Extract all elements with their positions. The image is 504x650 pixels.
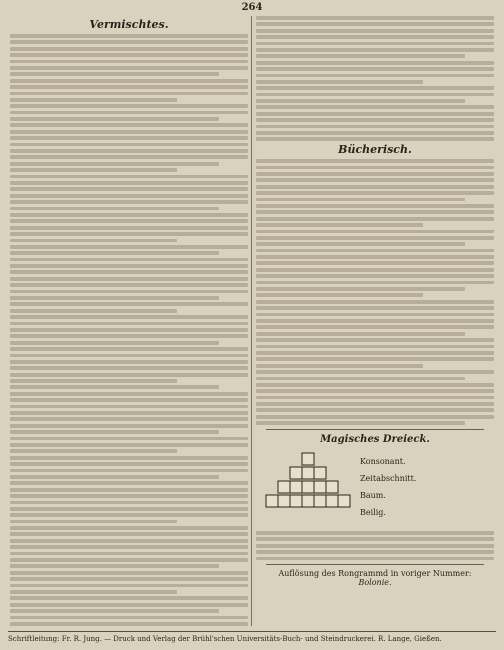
text-line bbox=[256, 383, 494, 387]
text-line bbox=[10, 494, 248, 498]
text-line bbox=[256, 415, 494, 419]
text-line bbox=[10, 213, 248, 217]
text-line bbox=[256, 223, 423, 227]
grid-cell bbox=[326, 481, 338, 493]
text-line bbox=[10, 373, 248, 377]
solution-title: Auflösung des Rongrammd in voriger Nummer: bbox=[278, 569, 472, 579]
body-text-right-bottom bbox=[256, 531, 494, 560]
grid-cell bbox=[266, 495, 278, 507]
text-line bbox=[256, 287, 465, 291]
text-line bbox=[256, 402, 494, 406]
text-line bbox=[10, 449, 177, 453]
text-line bbox=[10, 245, 248, 249]
text-line bbox=[10, 72, 219, 76]
text-line bbox=[10, 296, 219, 300]
text-line bbox=[10, 136, 248, 140]
text-line bbox=[10, 322, 248, 326]
text-line bbox=[256, 159, 494, 163]
text-line bbox=[256, 281, 494, 285]
text-line bbox=[10, 603, 248, 607]
text-line bbox=[10, 123, 248, 127]
text-line bbox=[10, 290, 248, 294]
text-line bbox=[10, 98, 177, 102]
grid-cell bbox=[278, 481, 290, 493]
text-line bbox=[256, 191, 494, 195]
text-line bbox=[256, 172, 494, 176]
grid-cell bbox=[290, 481, 302, 493]
text-line bbox=[10, 187, 248, 191]
text-line bbox=[256, 204, 494, 208]
text-line bbox=[256, 61, 494, 65]
text-line bbox=[256, 22, 494, 26]
text-line bbox=[10, 194, 248, 198]
text-line bbox=[10, 66, 248, 70]
text-line bbox=[10, 79, 248, 83]
text-line bbox=[256, 300, 494, 304]
text-line bbox=[10, 392, 248, 396]
text-line bbox=[256, 306, 494, 310]
text-line bbox=[10, 60, 248, 64]
section-rule bbox=[266, 564, 484, 565]
text-line bbox=[10, 162, 219, 166]
text-line bbox=[10, 277, 248, 281]
text-line bbox=[10, 181, 248, 185]
body-text-right-top bbox=[256, 16, 494, 141]
text-line bbox=[10, 155, 248, 159]
text-line bbox=[256, 35, 494, 39]
text-line bbox=[10, 232, 248, 236]
magic-label: Beilig. bbox=[360, 508, 386, 518]
text-line bbox=[10, 264, 248, 268]
text-line bbox=[10, 258, 248, 262]
text-line bbox=[256, 293, 423, 297]
magic-label: Konsonant. bbox=[360, 457, 406, 467]
text-line bbox=[10, 175, 248, 179]
grid-cell bbox=[314, 481, 326, 493]
text-line bbox=[10, 226, 248, 230]
text-line bbox=[256, 93, 494, 97]
text-line bbox=[256, 166, 494, 170]
grid-cell bbox=[314, 495, 326, 507]
text-line bbox=[256, 357, 494, 361]
text-line bbox=[256, 421, 465, 425]
text-line bbox=[10, 405, 248, 409]
text-line bbox=[256, 217, 494, 221]
text-line bbox=[10, 117, 219, 121]
text-line bbox=[10, 609, 219, 613]
text-line bbox=[10, 590, 177, 594]
solution-word: Bolonie. bbox=[358, 578, 392, 588]
magic-triangle-grid bbox=[262, 449, 354, 529]
text-line bbox=[256, 86, 494, 90]
text-line bbox=[256, 105, 494, 109]
grid-cell bbox=[302, 467, 314, 479]
text-line bbox=[10, 366, 248, 370]
text-line bbox=[10, 488, 248, 492]
magic-triangle-title: Magisches Dreieck. bbox=[320, 434, 430, 446]
text-line bbox=[256, 67, 494, 71]
text-line bbox=[256, 268, 494, 272]
magic-triangle-puzzle bbox=[256, 447, 494, 531]
text-line bbox=[10, 111, 248, 115]
text-line bbox=[256, 16, 494, 20]
text-line bbox=[256, 236, 494, 240]
grid-cell bbox=[302, 481, 314, 493]
text-line bbox=[256, 131, 494, 135]
text-line bbox=[10, 469, 248, 473]
text-line bbox=[10, 456, 248, 460]
section-title-buecherisch: Bücherisch. bbox=[338, 143, 412, 157]
text-line bbox=[10, 47, 248, 51]
body-text-left bbox=[10, 34, 248, 626]
text-line bbox=[256, 531, 494, 535]
text-line bbox=[10, 239, 177, 243]
text-line bbox=[10, 302, 248, 306]
text-line bbox=[256, 255, 494, 259]
text-line bbox=[10, 360, 248, 364]
text-line bbox=[256, 230, 494, 234]
text-line bbox=[10, 526, 248, 530]
text-line bbox=[10, 219, 248, 223]
text-line bbox=[10, 143, 248, 147]
page-number: 264 bbox=[241, 2, 263, 13]
text-line bbox=[10, 532, 248, 536]
text-line bbox=[256, 550, 494, 554]
magic-label: Baum. bbox=[360, 491, 386, 501]
text-line bbox=[10, 168, 177, 172]
text-line bbox=[10, 270, 248, 274]
text-line bbox=[256, 42, 494, 46]
grid-cell bbox=[290, 467, 302, 479]
text-line bbox=[256, 54, 465, 58]
text-line bbox=[10, 130, 248, 134]
text-line bbox=[256, 242, 465, 246]
left-column bbox=[10, 16, 248, 626]
text-line bbox=[10, 564, 219, 568]
text-line bbox=[10, 507, 248, 511]
text-line bbox=[10, 443, 248, 447]
text-line bbox=[10, 40, 248, 44]
text-line bbox=[10, 149, 248, 153]
text-line bbox=[10, 207, 219, 211]
grid-cell bbox=[338, 495, 350, 507]
text-line bbox=[10, 545, 248, 549]
text-line bbox=[10, 584, 248, 588]
text-line bbox=[10, 328, 248, 332]
right-column bbox=[256, 16, 494, 626]
text-line bbox=[10, 577, 248, 581]
text-line bbox=[256, 210, 494, 214]
text-line bbox=[256, 74, 494, 78]
text-line bbox=[256, 370, 494, 374]
text-line bbox=[256, 557, 494, 561]
text-line bbox=[10, 520, 177, 524]
text-line bbox=[256, 99, 465, 103]
text-line bbox=[10, 200, 248, 204]
text-line bbox=[256, 319, 494, 323]
text-line bbox=[256, 118, 494, 122]
text-line bbox=[256, 364, 423, 368]
text-line bbox=[256, 125, 494, 129]
text-line bbox=[256, 80, 423, 84]
text-line bbox=[10, 558, 248, 562]
text-line bbox=[256, 544, 494, 548]
text-line bbox=[256, 408, 494, 412]
text-line bbox=[10, 354, 248, 358]
text-line bbox=[256, 178, 494, 182]
text-line bbox=[256, 389, 494, 393]
text-line bbox=[10, 481, 248, 485]
text-line bbox=[10, 104, 248, 108]
text-line bbox=[256, 112, 494, 116]
text-line bbox=[10, 513, 248, 517]
text-line bbox=[10, 309, 177, 313]
text-line bbox=[256, 351, 494, 355]
text-line bbox=[10, 85, 248, 89]
text-line bbox=[256, 345, 494, 349]
text-line bbox=[256, 249, 494, 253]
section-rule bbox=[266, 429, 484, 430]
grid-cell bbox=[302, 495, 314, 507]
grid-cell bbox=[314, 467, 326, 479]
text-line bbox=[10, 622, 248, 626]
text-line bbox=[256, 29, 494, 33]
magic-label: Zeitabschnitt. bbox=[360, 474, 417, 484]
text-line bbox=[10, 385, 219, 389]
text-line bbox=[256, 313, 494, 317]
text-line bbox=[10, 283, 248, 287]
text-line bbox=[10, 596, 248, 600]
text-line bbox=[10, 315, 248, 319]
text-line bbox=[256, 137, 494, 141]
text-line bbox=[10, 347, 248, 351]
grid-cell bbox=[302, 453, 314, 465]
text-line bbox=[10, 341, 219, 345]
text-line bbox=[10, 462, 248, 466]
text-line bbox=[10, 475, 219, 479]
text-line bbox=[10, 92, 248, 96]
columns bbox=[10, 16, 494, 626]
text-line bbox=[10, 417, 248, 421]
body-text-right-mid bbox=[256, 159, 494, 425]
text-line bbox=[10, 53, 248, 57]
text-line bbox=[10, 501, 248, 505]
grid-cell bbox=[278, 495, 290, 507]
text-line bbox=[256, 338, 494, 342]
text-line bbox=[10, 34, 248, 38]
text-line bbox=[10, 430, 219, 434]
text-line bbox=[256, 48, 494, 52]
text-line bbox=[256, 185, 494, 189]
text-line bbox=[256, 537, 494, 541]
text-line bbox=[10, 424, 248, 428]
text-line bbox=[10, 616, 248, 620]
text-line bbox=[256, 261, 494, 265]
text-line bbox=[10, 552, 248, 556]
page-footer: Schriftleitung: Fr. R. Jung. — Druck und Verlag der Brühl'schen Universitäts-Buch- und Steindruckerei. R. Lange, Gießen. bbox=[8, 631, 496, 646]
text-line bbox=[10, 334, 248, 338]
text-line bbox=[256, 332, 465, 336]
text-line bbox=[10, 379, 177, 383]
text-line bbox=[10, 539, 248, 543]
section-title-vermischtes: Vermischtes. bbox=[89, 18, 169, 31]
grid-cell bbox=[290, 495, 302, 507]
magic-triangle-labels bbox=[360, 449, 416, 517]
grid-cell bbox=[326, 495, 338, 507]
text-line bbox=[256, 396, 494, 400]
text-line bbox=[256, 377, 465, 381]
text-line bbox=[10, 411, 248, 415]
text-line bbox=[10, 398, 248, 402]
text-line bbox=[256, 274, 494, 278]
text-line bbox=[10, 251, 219, 255]
text-line bbox=[256, 325, 494, 329]
text-line bbox=[10, 571, 248, 575]
text-line bbox=[256, 198, 465, 202]
text-line bbox=[10, 437, 248, 441]
